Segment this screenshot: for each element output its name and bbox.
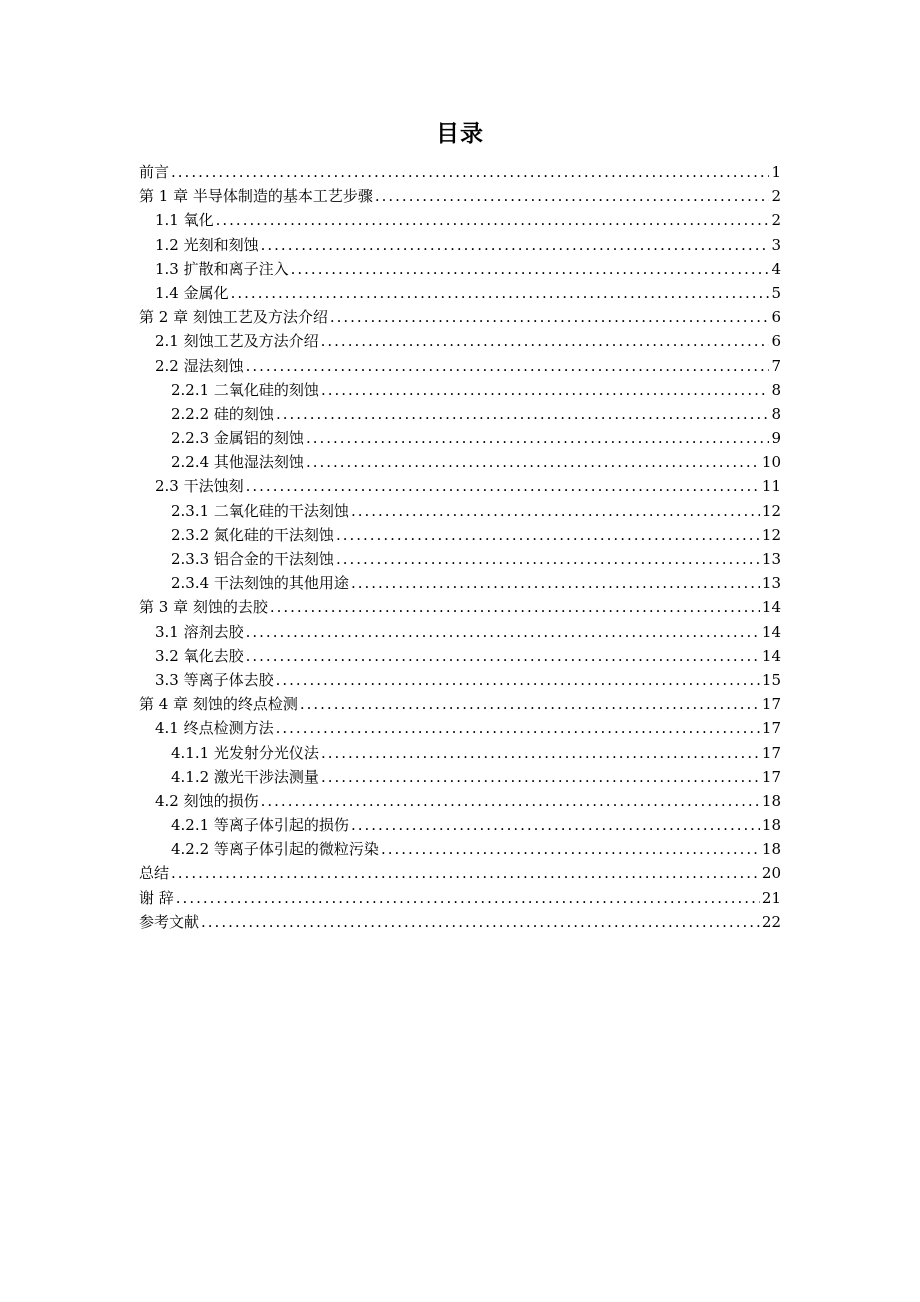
toc-entry-title: 2.3.3 铝合金的干法刻蚀 — [171, 550, 334, 568]
toc-entry[interactable] — [139, 861, 781, 885]
toc-page-number: 8 — [771, 380, 781, 399]
toc-entry-title: 2.2.1 二氧化硅的刻蚀 — [171, 380, 319, 399]
toc-dot-leader — [375, 184, 770, 208]
toc-dot-leader — [276, 402, 770, 426]
toc-entry[interactable] — [139, 716, 781, 740]
toc-entry[interactable] — [139, 886, 781, 910]
toc-page-number: 18 — [761, 791, 781, 810]
toc-dot-leader — [171, 861, 760, 885]
toc-entry-title: 4.2.1 等离子体引起的损伤 — [171, 816, 349, 835]
toc-entry[interactable] — [139, 571, 781, 595]
toc-page-number: 9 — [771, 429, 781, 448]
toc-page-number: 6 — [771, 308, 781, 327]
toc-entry-title: 4.2.2 等离子体引起的微粒污染 — [171, 840, 379, 859]
toc-entry-title: 第 2 章 刻蚀工艺及方法介绍 — [139, 308, 328, 327]
toc-entry-title: 2.2.4 其他湿法刻蚀 — [171, 453, 304, 472]
toc-page-number: 7 — [771, 356, 781, 375]
toc-page-number: 17 — [761, 719, 781, 738]
toc-entry-title: 3.3 等离子体去胶 — [155, 670, 274, 689]
toc-entry[interactable] — [139, 257, 781, 281]
toc-page-number: 17 — [761, 767, 781, 786]
toc-entry-title: 谢 辞 — [139, 888, 174, 907]
toc-entry[interactable] — [139, 741, 781, 765]
toc-entry[interactable] — [139, 547, 781, 571]
toc-dot-leader — [381, 837, 760, 861]
toc-page-number: 1 — [771, 163, 781, 181]
toc-dot-leader — [246, 620, 760, 644]
toc-page-number: 20 — [761, 864, 781, 883]
toc-entry[interactable] — [139, 233, 781, 257]
toc-entry-title: 4.1.2 激光干涉法测量 — [171, 767, 319, 786]
toc-entry[interactable] — [139, 402, 781, 426]
toc-entry[interactable] — [139, 378, 781, 402]
toc-entry-title: 2.3.4 干法刻蚀的其他用途 — [171, 574, 349, 593]
toc-entry-title: 4.1.1 光发射分光仪法 — [171, 743, 319, 762]
toc-page-number: 18 — [761, 840, 781, 859]
toc-page-number: 14 — [761, 622, 781, 641]
toc-entry[interactable] — [139, 523, 781, 547]
toc-dot-leader — [321, 741, 760, 765]
toc-entry[interactable] — [139, 644, 781, 668]
toc-entry[interactable] — [139, 692, 781, 716]
toc-title: 目录 — [436, 121, 484, 147]
toc-dot-leader — [261, 789, 760, 813]
toc-page-number: 14 — [761, 646, 781, 665]
toc-entry-title: 2.3.2 氮化硅的干法刻蚀 — [171, 525, 334, 544]
toc-dot-leader — [306, 450, 760, 474]
toc-entry-title: 4.1 终点检测方法 — [155, 719, 274, 738]
toc-dot-leader — [351, 571, 760, 595]
toc-dot-leader — [246, 474, 760, 498]
toc-dot-leader — [276, 668, 760, 692]
toc-dot-leader — [351, 813, 760, 837]
toc-page-number: 12 — [761, 501, 781, 520]
toc-entry-title: 前言 — [139, 163, 170, 181]
toc-entry[interactable] — [139, 450, 781, 474]
toc-page-number: 13 — [761, 574, 781, 593]
toc-dot-leader — [231, 281, 770, 305]
toc-dot-leader — [201, 910, 760, 934]
toc-entry-title: 2.1 刻蚀工艺及方法介绍 — [155, 332, 319, 351]
toc-dot-leader — [321, 765, 760, 789]
toc-entry-title: 参考文献 — [139, 912, 200, 931]
toc-dot-leader — [306, 426, 770, 450]
toc-entry-title: 第 4 章 刻蚀的终点检测 — [139, 695, 298, 714]
toc-entry[interactable] — [139, 499, 781, 523]
toc-entry[interactable] — [139, 281, 781, 305]
toc-page-number: 17 — [761, 695, 781, 714]
toc-dot-leader — [321, 378, 770, 402]
toc-page-number: 18 — [761, 816, 781, 835]
toc-page-number: 5 — [771, 283, 781, 302]
toc-page-number: 3 — [771, 235, 781, 254]
toc-entry-title: 1.1 氧化 — [155, 211, 214, 230]
toc-entry[interactable] — [139, 595, 781, 619]
toc-entry-title: 2.3 干法蚀刻 — [155, 477, 244, 496]
toc-entry-title: 1.2 光刻和刻蚀 — [155, 235, 259, 254]
toc-dot-leader — [351, 499, 760, 523]
toc-page-number: 4 — [771, 259, 781, 278]
toc-entry-title: 第 3 章 刻蚀的去胶 — [139, 598, 268, 617]
toc-page-number: 2 — [771, 187, 781, 206]
toc-dot-leader — [276, 716, 760, 740]
toc-dot-leader — [300, 692, 760, 716]
toc-entry[interactable] — [139, 813, 781, 837]
toc-list — [139, 160, 781, 934]
toc-entry[interactable] — [139, 160, 781, 184]
toc-page-number: 12 — [761, 525, 781, 544]
toc-dot-leader — [246, 644, 760, 668]
toc-entry[interactable] — [139, 184, 781, 208]
toc-dot-leader — [246, 354, 770, 378]
toc-page-number: 11 — [761, 477, 781, 496]
toc-page-number: 8 — [771, 404, 781, 423]
toc-page-number: 6 — [771, 332, 781, 351]
toc-page-number: 17 — [761, 743, 781, 762]
toc-entry[interactable] — [139, 426, 781, 450]
toc-page-number: 15 — [761, 670, 781, 689]
toc-entry-title: 2.3.1 二氧化硅的干法刻蚀 — [171, 501, 349, 520]
toc-entry-title: 4.2 刻蚀的损伤 — [155, 791, 259, 810]
toc-entry-title: 2.2 湿法刻蚀 — [155, 356, 244, 375]
toc-entry[interactable] — [139, 837, 781, 861]
toc-page-number: 2 — [771, 211, 781, 230]
toc-entry-title: 1.3 扩散和离子注入 — [155, 259, 289, 278]
toc-entry[interactable] — [139, 765, 781, 789]
toc-dot-leader — [270, 595, 760, 619]
toc-dot-leader — [261, 233, 770, 257]
toc-entry-title: 3.2 氧化去胶 — [155, 646, 244, 665]
toc-page-number: 10 — [761, 453, 781, 472]
toc-dot-leader — [330, 305, 770, 329]
toc-page-number: 13 — [761, 550, 781, 568]
toc-dot-leader — [336, 547, 760, 571]
toc-entry[interactable] — [139, 789, 781, 813]
toc-entry[interactable] — [139, 329, 781, 353]
toc-entry[interactable] — [139, 474, 781, 498]
toc-dot-leader — [171, 160, 769, 184]
toc-entry-title: 总结 — [139, 864, 170, 883]
toc-dot-leader — [336, 523, 760, 547]
toc-page-number: 14 — [761, 598, 781, 617]
toc-dot-leader — [321, 329, 770, 353]
toc-entry-title: 3.1 溶剂去胶 — [155, 622, 244, 641]
toc-dot-leader — [216, 208, 770, 232]
toc-entry[interactable] — [139, 305, 781, 329]
toc-entry-title: 2.2.3 金属铝的刻蚀 — [171, 429, 304, 448]
toc-entry[interactable] — [139, 620, 781, 644]
toc-dot-leader — [291, 257, 770, 281]
toc-dot-leader — [176, 886, 760, 910]
toc-entry[interactable] — [139, 208, 781, 232]
toc-entry-title: 第 1 章 半导体制造的基本工艺步骤 — [139, 187, 373, 206]
toc-entry[interactable] — [139, 354, 781, 378]
toc-entry-title: 1.4 金属化 — [155, 283, 229, 302]
toc-entry[interactable] — [139, 668, 781, 692]
toc-entry-title: 2.2.2 硅的刻蚀 — [171, 404, 274, 423]
toc-entry[interactable] — [139, 910, 781, 934]
toc-page-number: 22 — [761, 912, 781, 931]
toc-page-number: 21 — [761, 888, 781, 907]
